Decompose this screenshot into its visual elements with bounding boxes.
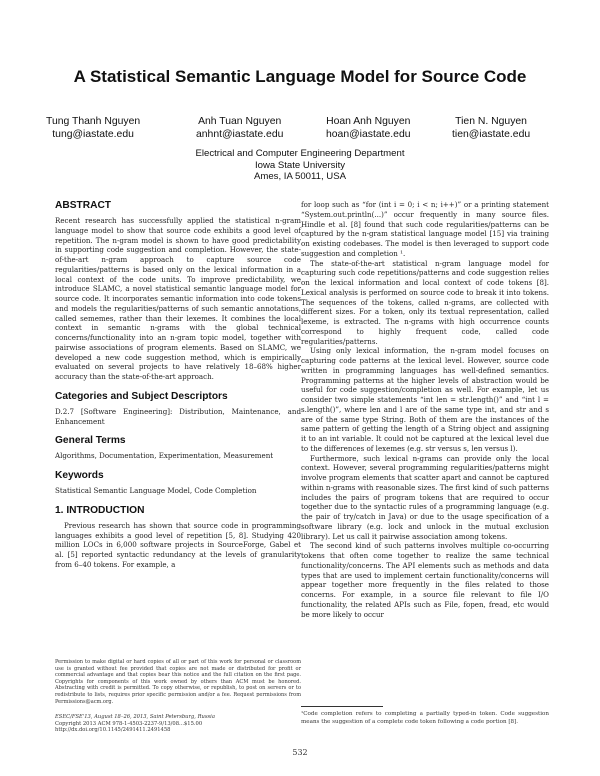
right-paragraph-2: The state-of-the-art statistical n-gram language model for capturing such code repetitions/patterns and code suggestion relies on the lexical information and local context of code tokens [8]. Lexical analysis is performed on source code to break it into tokens. The sequences of the tokens, called n-grams, are collected with different sizes. For a token, only its textual representation, called lexeme, is extracted. The n-grams with high occurrence counts correspond to highly frequent code, called code regularities/patterns. — [301, 258, 549, 346]
doi-line: http://dx.doi.org/10.1145/2491411.2491458 — [55, 727, 171, 734]
author-4 — [452, 116, 530, 141]
conference-info — [55, 714, 301, 734]
page-number: 532 — [292, 748, 308, 757]
author-email: tung@iastate.edu — [52, 128, 134, 140]
affiliation-univ: Iowa State University — [254, 159, 346, 171]
author-3 — [326, 116, 411, 141]
affiliation-city: Ames, IA 50011, USA — [253, 171, 347, 183]
author-email: anhnt@iastate.edu — [196, 128, 284, 140]
author-block — [40, 116, 560, 142]
paper-title: A Statistical Semantic Language Model for Source Code — [73, 67, 527, 86]
abstract-text: Recent research has successfully applied the statistical n-gram language model to show that source code exhibits a good level of repetition. The n-gram model is shown to have good predictability in supporting code suggestion and completion. However, the state-of-the-art n-gram approach to capture source code regularities/patterns is based only on the lexical information in a local context of the code units. To improve predictability, we introduce SLAMC, a novel statistical semantic language model for source code. It incorporates semantic information into code tokens and models the regularities/patterns of such semantic annotations, called sememes, rather than their lexemes. It combines the local context in semantic n-grams with the global technical concerns/functionality into an n-gram topic model, together with pairwise associations of program elements. Based on SLAMC, we developed a new code suggestion method, which is empirically evaluated on several projects to have relatively 18–68% higher accuracy than the state-of-the-art approach. — [55, 216, 301, 381]
author-name: Tien N. Nguyen — [455, 116, 527, 127]
author-name: Hoan Anh Nguyen — [326, 116, 411, 127]
author-1 — [46, 116, 140, 141]
keywords-text: Statistical Semantic Language Model, Code Completion — [55, 486, 257, 495]
footnote-rule — [301, 706, 383, 707]
author-email: hoan@iastate.edu — [326, 128, 411, 140]
general-terms-text: Algorithms, Documentation, Experimentation, Measurement — [55, 451, 274, 461]
keywords-heading: Keywords — [55, 470, 104, 481]
affiliation-dept: Electrical and Computer Engineering Department — [195, 148, 405, 159]
affiliation — [0, 148, 600, 183]
author-2 — [196, 116, 283, 141]
author-name: Tung Thanh Nguyen — [46, 116, 141, 127]
right-paragraph-1: for loop such as “for (int i = 0; i < n; i++)” or a printing statement “System.out.println(...)” occur frequently in many source files. Hindle et al. [8] found that such code regularities/patterns can be captured by the n-gram statistical language model [15] via training on existing codebases. The model is then leveraged to support code suggestion and completion ¹. — [301, 200, 549, 258]
introduction-heading: 1. INTRODUCTION — [55, 504, 145, 516]
copyright-line: Copyright 2013 ACM 978-1-4503-2237-9/13/08...$15.00 — [55, 720, 203, 727]
abstract-heading: ABSTRACT — [55, 200, 112, 211]
conference-line: ESEC/FSE'13, August 18–26, 2013, Saint Petersburg, Russia — [55, 714, 215, 720]
introduction-paragraph: Previous research has shown that source code in programming languages exhibits a good level of repetition [5, 8]. Studying 420 million LOCs in 6,000 software projects in SourceForge, Gabel et al. [5] reported syntactic redundancy at the levels of granularity from 6–40 tokens. For example, a — [55, 520, 301, 569]
categories-text: D.2.7 [Software Engineering]: Distribution, Maintenance, and Enhancement — [55, 406, 301, 426]
right-paragraph-3: Using only lexical information, the n-gram model focuses on capturing code patterns at the lexical level. However, source code written in programming languages has well-defined semantics. Programming patterns at the higher levels of abstraction would be useful for code suggestion/completion as well. For example, let us consider two simple statements “int len = str.length()” and “int l = s.length()”, where len and l are of the same type int, and str and s are of the same type String. Both of them are the instances of the same pattern of getting the length of a String object and assigning it to an int variable. It could not be captured at the lexical level due to the differences of lexemes (e.g. str versus s, len versus l). — [301, 346, 549, 453]
right-paragraph-4: Furthermore, such lexical n-grams can provide only the local context. However, several programming regularities/patterns might involve program elements that scatter apart and cannot be captured within n-grams with reasonable sizes. The first kind of such patterns includes the pairs of program tokens that are required to occur together due to the syntactic rules of a programming language (e.g. the pair of try/catch in Java) or due to the usage specification of a software library (e.g. lock and unlock in the mutual exclusion library). Let us call it pairwise association among tokens. — [301, 453, 549, 541]
author-email: tien@iastate.edu — [452, 128, 531, 140]
right-paragraph-5: The second kind of such patterns involves multiple co-occurring tokens that often come together to realize the same technical functionality/concerns. The API elements such as methods and data types that are used to implement certain functionality/concerns will appear together more frequently in the files related to those concerns. For example, in a source file relevant to file I/O functionality, the related APIs such as File, fopen, fread, etc would be more likely to occur — [301, 541, 549, 619]
footnote: ¹Code completion refers to completing a partially typed-in token. Code suggestion means the suggestion of a complete code token following a code portion [8]. — [301, 711, 549, 726]
right-column — [301, 200, 549, 619]
categories-heading: Categories and Subject Descriptors — [55, 390, 228, 402]
left-column — [55, 200, 301, 570]
author-name: Anh Tuan Nguyen — [198, 116, 282, 127]
permission-notice: Permission to make digital or hard copies of all or part of this work for personal or classroom use is granted without fee provided that copies are not made or distributed for profit or commercial advantage and that copies bear this notice and the full citation on the first page. Copyrights for components of this work owned by others than ACM must be honored. Abstracting with credit is permitted. To copy otherwise, or republish, to post on servers or to redistribute to lists, requires prior specific permission and/or a fee. Request permissions from Permissions@acm.org. — [55, 659, 301, 705]
general-terms-heading: General Terms — [55, 435, 126, 447]
